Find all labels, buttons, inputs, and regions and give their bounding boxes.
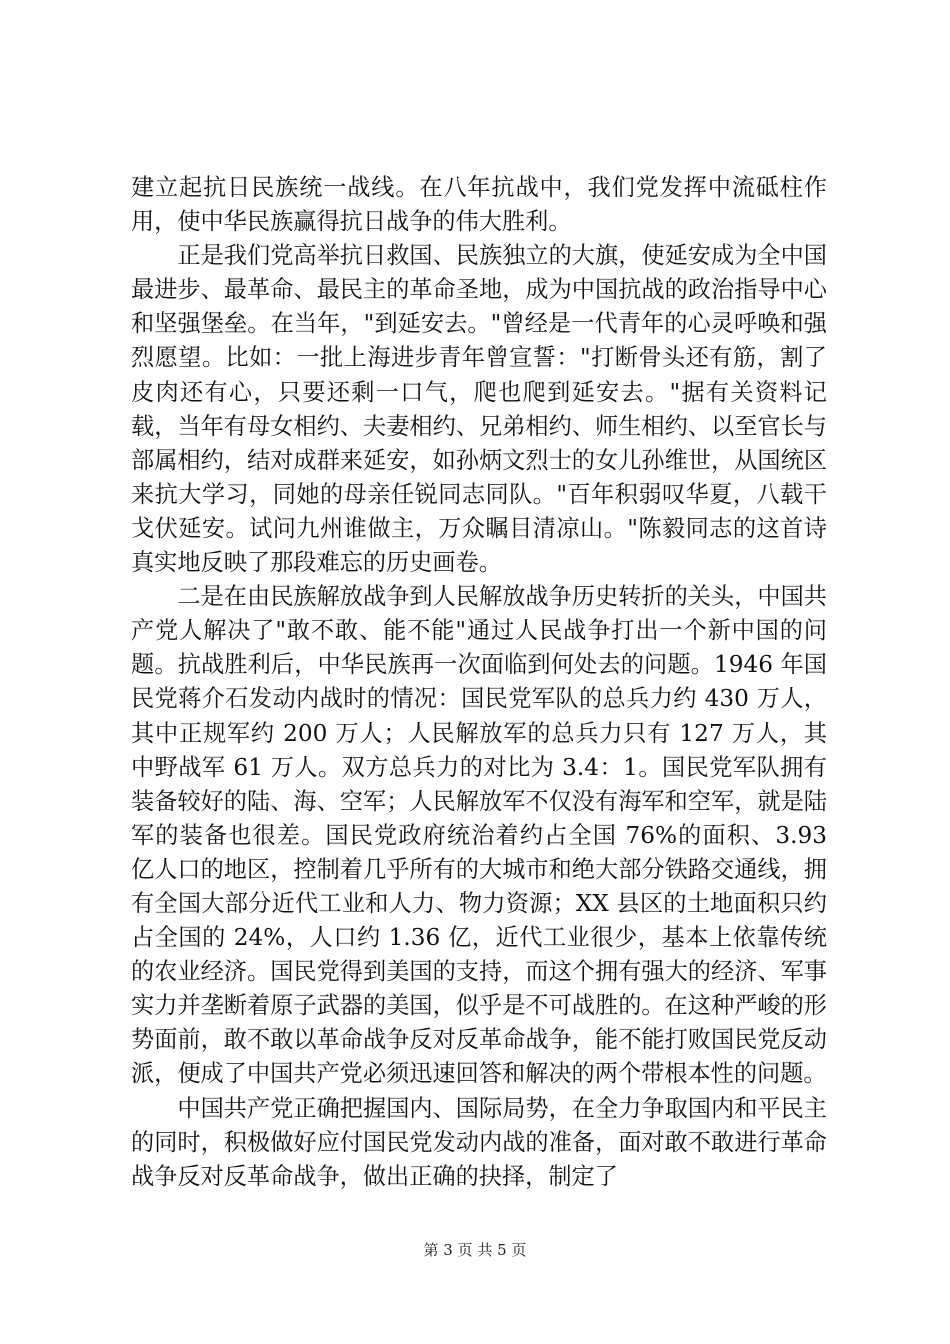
page-footer: 第 3 页 共 5 页	[423, 1241, 527, 1259]
paragraph-yanan: 正是我们党高举抗日救国、民族独立的大旗，使延安成为全中国最进步、最革命、最民主的革命圣地，成为中国抗战的政治指导中心和坚强堡垒。在当年，"到延安去。"曾经是一代青年的心灵呼唤和强烈愿望。比如：一批上海进步青年曾宣誓："打断骨头还有筋，割了皮肉还有心，只要还剩一口气，爬也爬到延安去。"据有关资料记载，当年有母女相约、夫妻相约、兄弟相约、师生相约、以至官长与部属相约，结对成群来延安，如孙炳文烈士的女儿孙维世，从国统区来抗大学习，同她的母亲任锐同志同队。"百年积弱叹华夏，八载干戈伏延安。试问九州谁做主，万众瞩目清凉山。"陈毅同志的这首诗真实地反映了那段难忘的历史画卷。	[131, 242, 827, 577]
paragraph-party-strategy: 中国共产党正确把握国内、国际局势，在全力争取国内和平民主的同时，积极做好应付国民党发动内战的准备，面对敢不敢进行革命战争反对反革命战争，做出正确的抉择，制定了	[131, 1094, 827, 1190]
document-body	[131, 171, 827, 1194]
paragraph-continuation: 建立起抗日民族统一战线。在八年抗战中，我们党发挥中流砥柱作用，使中华民族赢得抗日战争的伟大胜利。	[131, 174, 827, 236]
paragraph-liberation-war: 二是在由民族解放战争到人民解放战争历史转折的关头，中国共产党人解决了"敢不敢、能不能"通过人民战争打出一个新中国的问题。抗战胜利后，中华民族再一次面临到何处去的问题。1946 年国民党蒋介石发动内战时的情况：国民党军队的总兵力约 430 万人，其中正规军约 200 万人；人民解放军的总兵力只有 127 万人，其中野战军 61 万人。双方总兵力的对比为 3.4：1。国民党军队拥有装备较好的陆、海、空军；人民解放军不仅没有海军和空军，就是陆军的装备也很差。国民党政府统治着约占全国 76%的面积、3.93 亿人口的地区，控制着几乎所有的大城市和绝大部分铁路交通线，拥有全国大部分近代工业和人力、物力资源；XX 县区的土地面积只约占全国的 24%，人口约 1.36 亿，近代工业很少，基本上依靠传统的农业经济。国民党得到美国的支持，而这个拥有强大的经济、军事实力并垄断着原子武器的美国，似乎是不可战胜的。在这种严峻的形势面前，敢不敢以革命战争反对反革命战争，能不能打败国民党反动派，便成了中国共产党必须迅速回答和解决的两个带根本性的问题。	[131, 583, 827, 1088]
